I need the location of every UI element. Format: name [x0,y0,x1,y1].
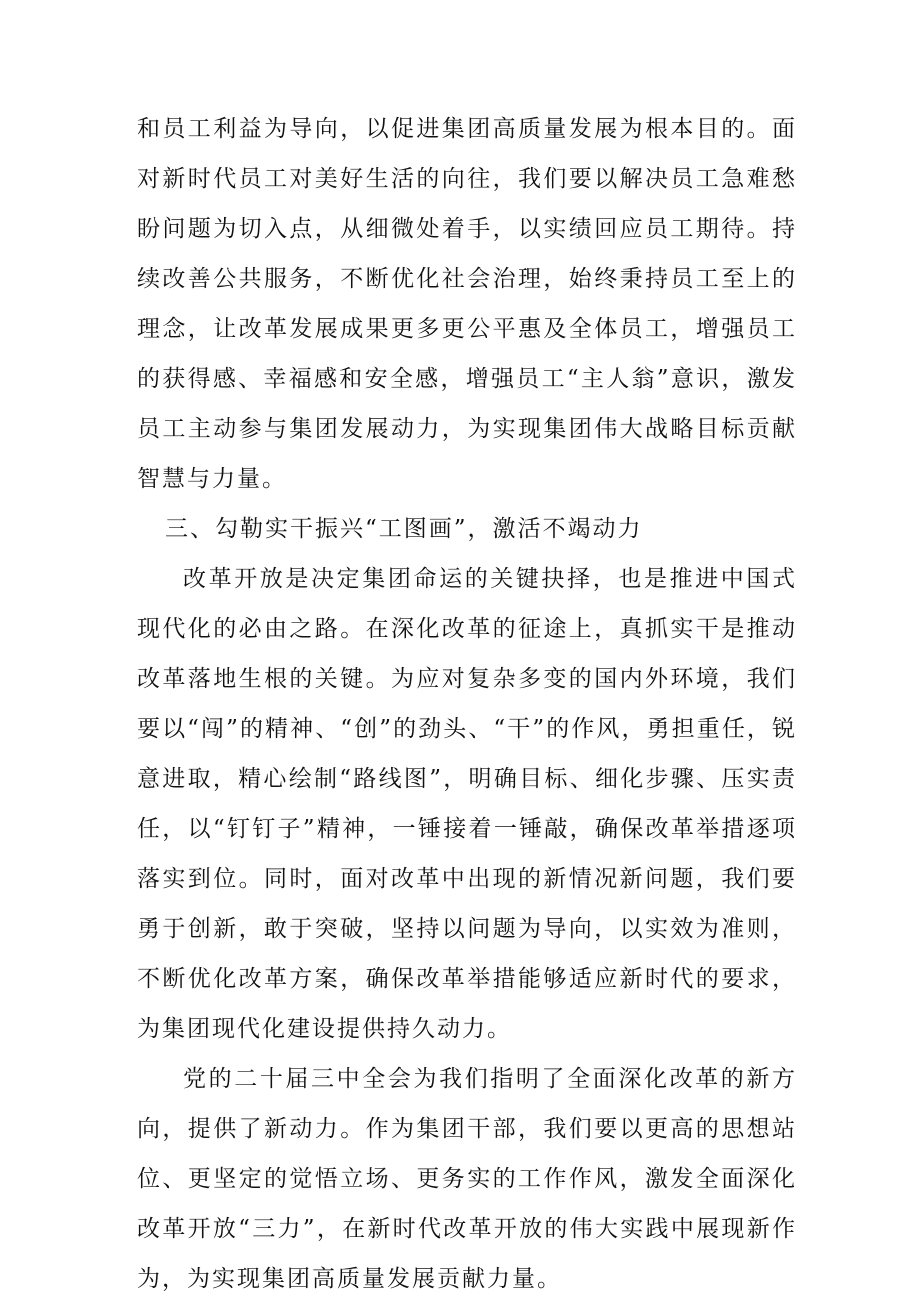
paragraph-plenary-session: 党的二十届三中全会为我们指明了全面深化改革的新方向，提供了新动力。作为集团干部，我们要以更高的思想站位、更坚定的觉悟立场、更务实的工作作风，激发全面深化改革开放“三力”，在新时代改革开放的伟大实践中展现新作为，为实现集团高质量发展贡献力量。 [137,1066,797,1292]
paragraph-continuation: 和员工利益为导向，以促进集团高质量发展为根本目的。面对新时代员工对美好生活的向往，我们要以解决员工急难愁盼问题为切入点，从细微处着手，以实绩回应员工期待。持续改善公共服务，不断优化社会治理，始终秉持员工至上的理念，让改革发展成果更多更公平惠及全体员工，增强员工的获得感、幸福感和安全感，增强员工“主人翁”意识，激发员工主动参与集团发展动力，为实现集团伟大战略目标贡献智慧与力量。 [137,116,797,492]
document-page [137,104,797,1304]
paragraph-reform-opening: 改革开放是决定集团命运的关键抉择，也是推进中国式现代化的必由之路。在深化改革的征途上，真抓实干是推动改革落地生根的关键。为应对复杂多变的国内外环境，我们要以“闯”的精神、“创”的劲头、“干”的作风，勇担重任，锐意进取，精心绘制“路线图”，明确目标、细化步骤、压实责任，以“钉钉子”精神，一锤接着一锤敲，确保改革举措逐项落实到位。同时，面对改革中出现的新情况新问题，我们要勇于创新，敢于突破，坚持以问题为导向，以实效为准则，不断优化改革方案，确保改革举措能够适应新时代的要求，为集团现代化建设提供持久动力。 [137,566,797,1042]
section-heading-three: 三、勾勒实干振兴“工图画”，激活不竭动力 [165,516,643,542]
